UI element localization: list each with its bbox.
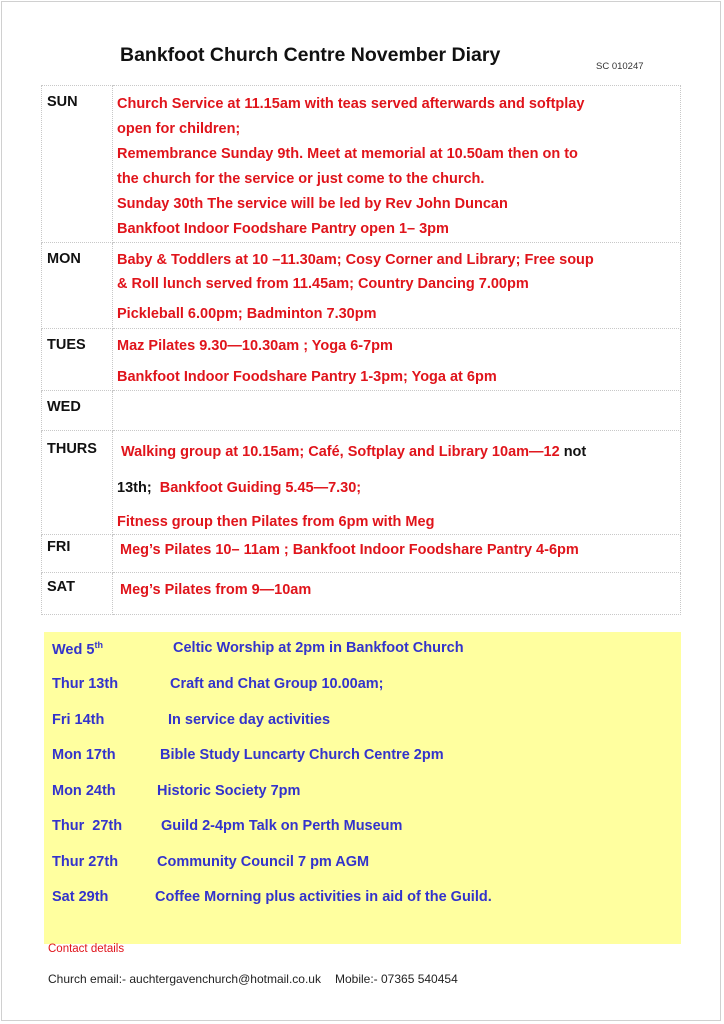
day-label-wed: WED (42, 391, 113, 431)
activity-line: Church Service at 11.15am with teas served afterwards and softplay (117, 96, 585, 112)
activities-mon (113, 243, 681, 329)
schedule-row-sun (42, 86, 681, 243)
activities-wed (113, 391, 681, 431)
schedule-row-fri (42, 535, 681, 573)
thurs-line2-red: Bankfoot Guiding 5.45—7.30; (159, 480, 362, 496)
activity-line: Meg’s Pilates 10– 11am ; Bankfoot Indoor Foodshare Pantry 4-6pm (120, 542, 579, 558)
activities-sat (113, 573, 681, 615)
schedule-row-mon (42, 243, 681, 329)
activity-line: Bankfoot Indoor Foodshare Pantry 1-3pm; Yoga at 6pm (117, 369, 497, 385)
thurs-line1-red: Walking group at 10.15am; Café, Softplay and Library 10am—12 (121, 444, 560, 460)
day-label-sat: SAT (42, 573, 113, 615)
schedule-row-tues (42, 329, 681, 391)
activity-line: & Roll lunch served from 11.45am; Country Dancing 7.00pm (117, 276, 529, 292)
activity-line: Bankfoot Indoor Foodshare Pantry open 1– 3pm (117, 221, 449, 237)
activity-line (117, 440, 680, 464)
activity-line: Baby & Toddlers at 10 –11.30am; Cosy Corner and Library; Free soup (117, 252, 594, 268)
event-description: Bible Study Luncarty Church Centre 2pm (160, 747, 444, 763)
activity-line: Pickleball 6.00pm; Badminton 7.30pm (117, 306, 377, 322)
activities-tues (113, 329, 681, 391)
event-description: Craft and Chat Group 10.00am; (170, 676, 384, 692)
event-description: In service day activities (168, 712, 331, 728)
thurs-line2-black: 13th; (117, 480, 152, 496)
day-label-mon: MON (42, 243, 113, 329)
contact-heading: Contact details (48, 943, 125, 955)
event-date: Wed 5th (52, 640, 103, 658)
weekly-schedule-table (41, 85, 681, 615)
activity-line: Remembrance Sunday 9th. Meet at memorial at 10.50am then on to (117, 146, 578, 162)
activities-thurs (113, 431, 681, 535)
day-label-sun: SUN (42, 86, 113, 243)
schedule-row-sat (42, 573, 681, 615)
event-date: Mon 17th (52, 747, 116, 763)
mobile-number: Mobile:- 07365 540454 (334, 972, 458, 986)
contact-line (48, 972, 458, 986)
event-date: Fri 14th (52, 712, 105, 728)
page-title: Bankfoot Church Centre November Diary (120, 44, 501, 66)
church-email: Church email:- auchtergavenchurch@hotmail.co.uk (48, 972, 321, 986)
event-date: Sat 29th (52, 889, 109, 905)
activity-line: Sunday 30th The service will be led by Rev John Duncan (117, 196, 508, 212)
event-description: Historic Society 7pm (157, 783, 301, 799)
event-description: Guild 2-4pm Talk on Perth Museum (161, 818, 403, 834)
activities-fri (113, 535, 681, 573)
event-date: Thur 27th (52, 854, 119, 870)
thurs-line1-black: not (563, 444, 587, 460)
event-description: Community Council 7 pm AGM (157, 854, 370, 870)
schedule-row-wed (42, 391, 681, 431)
charity-reference: SC 010247 (596, 61, 644, 72)
special-events-panel (44, 632, 681, 944)
event-date: Thur 27th (52, 818, 123, 834)
event-description: Celtic Worship at 2pm in Bankfoot Church (173, 640, 464, 656)
activity-line: Fitness group then Pilates from 6pm with Meg (117, 514, 435, 530)
activity-line (117, 476, 680, 500)
activity-line: open for children; (117, 121, 241, 137)
event-date: Mon 24th (52, 783, 116, 799)
event-date: Thur 13th (52, 676, 119, 692)
day-label-thurs: THURS (42, 431, 113, 535)
activity-line: the church for the service or just come to the church. (117, 171, 485, 187)
activities-sun (113, 86, 681, 243)
day-label-fri: FRI (42, 535, 113, 573)
activity-line: Maz Pilates 9.30—10.30am ; Yoga 6-7pm (117, 338, 393, 354)
day-label-tues: TUES (42, 329, 113, 391)
activity-line: Meg’s Pilates from 9—10am (120, 582, 312, 598)
event-description: Coffee Morning plus activities in aid of the Guild. (155, 889, 492, 905)
schedule-row-thurs (42, 431, 681, 535)
